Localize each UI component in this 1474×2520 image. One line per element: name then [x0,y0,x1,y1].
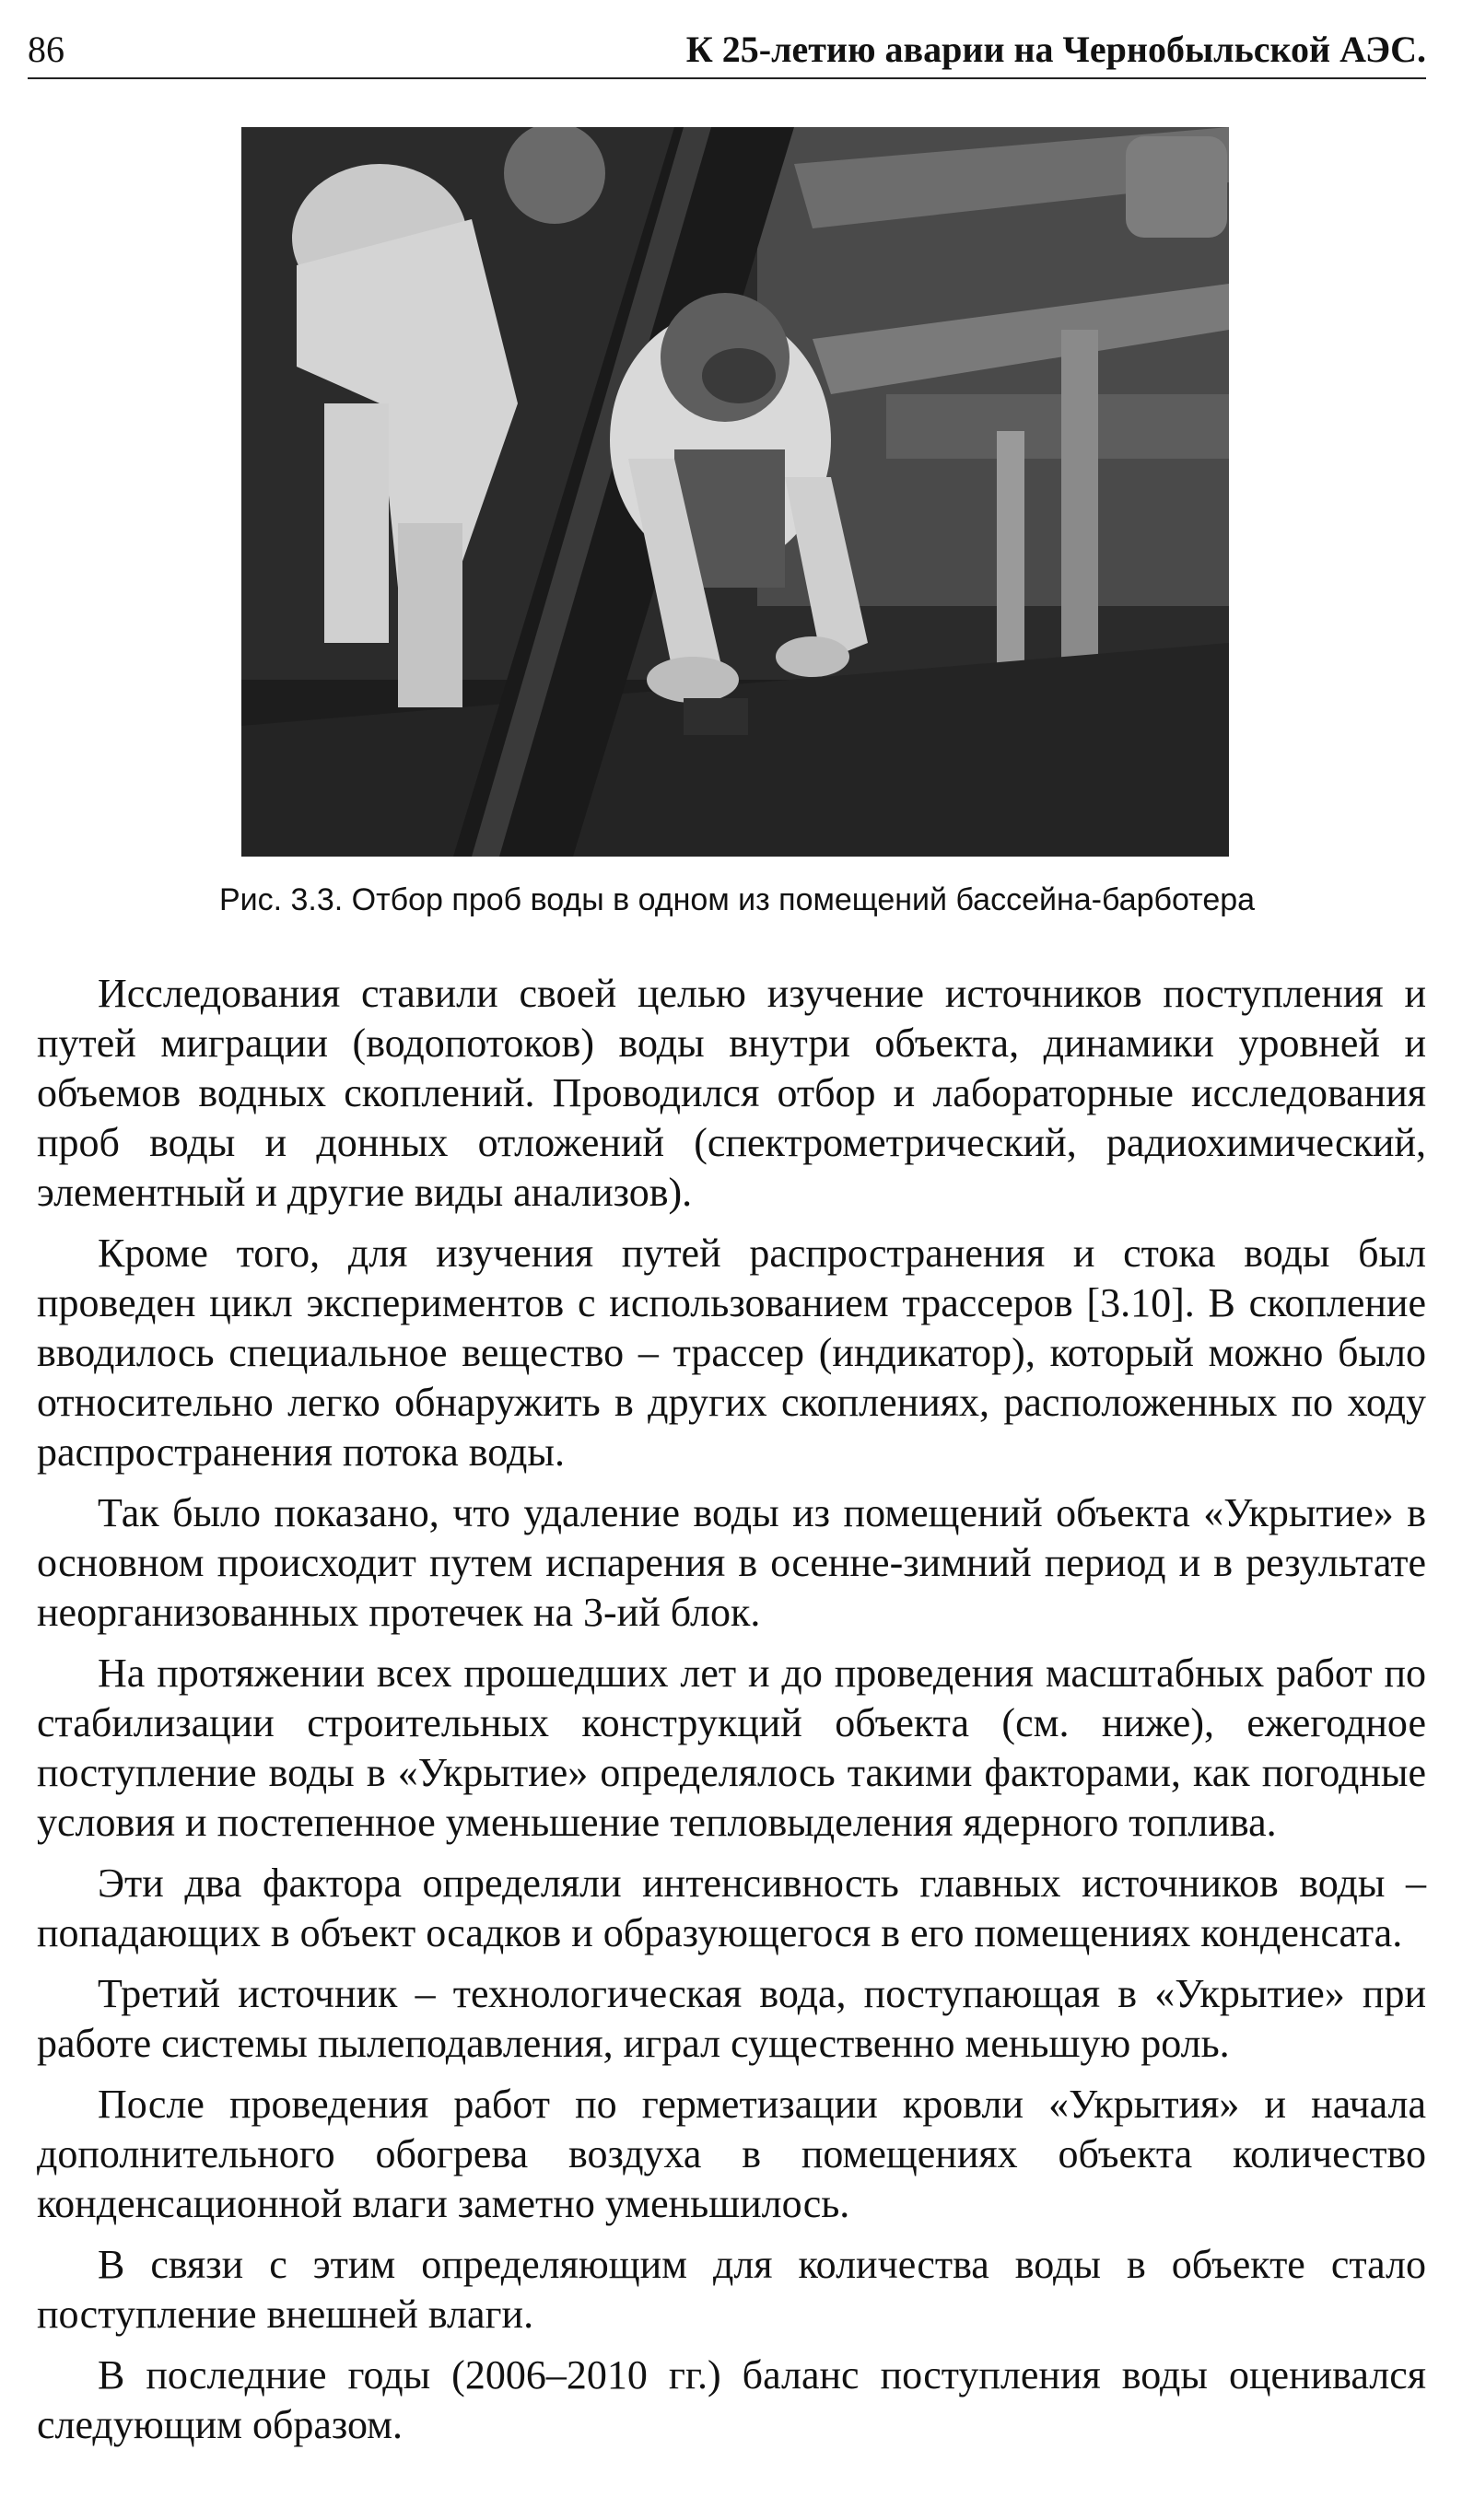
figure-caption: Рис. 3.3. Отбор проб воды в одном из помещений бассейна-барботера [218,882,1256,917]
paragraph: В последние годы (2006–2010 гг.) баланс поступления воды оценивался следующим образом. [37,2352,1426,2447]
paragraph: Исследования ставили своей целью изучение источников поступления и путей миграции (водопотоков) воды внутри объекта, динамики уровней и объемов водных скоплений. Проводился отбор и лабораторные исследования проб воды и донных отложений (спектрометрический, радиохимический, элементный и другие виды анализов). [37,971,1426,1215]
header-divider [28,77,1426,79]
paragraph: Так было показано, что удаление воды из помещений объекта «Укрытие» в основном происходит путем испарения в осенне-зимний период и в результате неорганизованных протечек на 3-ий блок. [37,1490,1426,1635]
paragraph: Эти два фактора определяли интенсивность главных источников воды – попадающих в объект осадков и образующегося в его помещениях конденсата. [37,1861,1426,1955]
page-number: 86 [28,29,64,70]
paragraph: На протяжении всех прошедших лет и до проведения масштабных работ по стабилизации строительных конструкций объекта (см. ниже), ежегодное поступление воды в «Укрытие» определялось такими факторами, как погодные условия и постепенное уменьшение тепловыделения ядерного топлива. [37,1651,1426,1845]
figure-photo [241,127,1229,857]
running-title: К 25-летию аварии на Чернобыльской АЭС. [685,29,1426,70]
paragraph: Кроме того, для изучения путей распространения и стока воды был проведен цикл экспериментов с использованием трассеров [3.10]. В скопление вводилось специальное вещество – трассер (индикатор), который можно было относительно легко обнаружить в других скоплениях, расположенных по ходу распространения потока воды. [37,1231,1426,1475]
body-text [37,969,1426,2461]
paragraph: В связи с этим определяющим для количества воды в объекте стало поступление внешней влаги. [37,2242,1426,2337]
paragraph: Третий источник – технологическая вода, поступающая в «Укрытие» при работе системы пылеподавления, играл существенно меньшую роль. [37,1971,1426,2066]
photo-illustration [241,127,1229,857]
paragraph: После проведения работ по герметизации кровли «Укрытия» и начала дополнительного обогрева воздуха в помещениях объекта количество конденсационной влаги заметно уменьшилось. [37,2082,1426,2226]
